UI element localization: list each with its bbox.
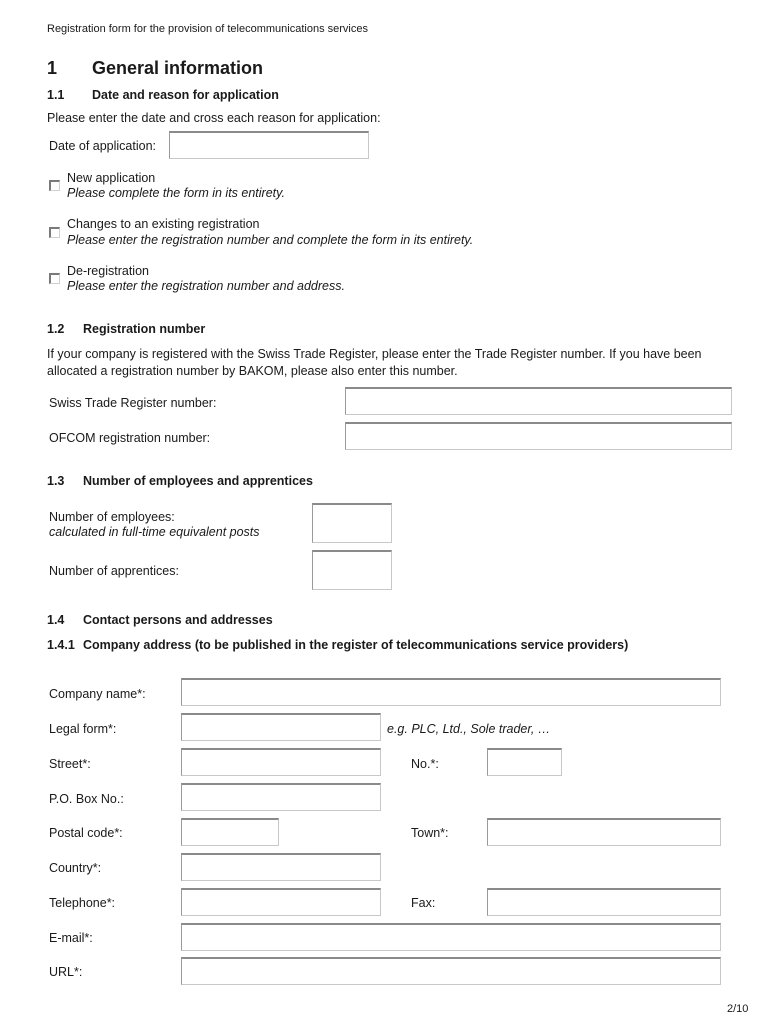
section-1-number: 1 — [47, 58, 58, 78]
company-name-input[interactable] — [181, 678, 721, 706]
town-input[interactable] — [487, 818, 721, 846]
fax-input[interactable] — [487, 888, 721, 916]
section-1-3-title: Number of employees and apprentices — [83, 474, 313, 488]
legal-form-hint: e.g. PLC, Ltd., Sole trader, … — [387, 722, 551, 736]
company-name-label: Company name*: — [49, 687, 146, 701]
apprentices-label: Number of apprentices: — [49, 564, 179, 578]
employees-note: calculated in full-time equivalent posts — [49, 525, 260, 539]
postal-code-label: Postal code*: — [49, 826, 123, 840]
telephone-input[interactable] — [181, 888, 381, 916]
street-input[interactable] — [181, 748, 381, 776]
section-1-1-number: 1.1 — [47, 88, 65, 102]
date-of-application-label: Date of application: — [49, 139, 157, 153]
url-input[interactable] — [181, 957, 721, 985]
postal-code-input[interactable] — [181, 818, 279, 846]
country-label: Country*: — [49, 861, 102, 875]
section-1-title: General information — [92, 58, 264, 78]
section-1-4-title: Contact persons and addresses — [83, 613, 273, 627]
changes-registration-label: Changes to an existing registration — [67, 217, 260, 231]
po-box-input[interactable] — [181, 783, 381, 811]
telephone-label: Telephone*: — [49, 896, 116, 910]
page-number: 2/10 — [727, 1003, 749, 1015]
fax-label: Fax: — [411, 896, 436, 910]
employees-input[interactable] — [312, 503, 392, 543]
section-1-4-number: 1.4 — [47, 613, 65, 627]
section-1-2-number: 1.2 — [47, 322, 65, 336]
new-application-label: New application — [67, 171, 156, 185]
deregistration-note: Please enter the registration number and address. — [67, 279, 345, 293]
trade-register-input[interactable] — [345, 387, 732, 415]
section-1-4-1-title: Company address (to be published in the register of telecommunications service providers) — [83, 638, 629, 652]
trade-register-label: Swiss Trade Register number: — [49, 396, 217, 410]
section-1-4-1-number: 1.4.1 — [47, 638, 75, 652]
po-box-label: P.O. Box No.: — [49, 792, 124, 806]
section-1-3-number: 1.3 — [47, 474, 65, 488]
changes-registration-note: Please enter the registration number and complete the form in its entirety. — [67, 233, 474, 247]
email-label: E-mail*: — [49, 931, 93, 945]
section-1-2-text-line2: allocated a registration number by BAKOM, please also enter this number. — [47, 364, 458, 378]
deregistration-label: De-registration — [67, 264, 149, 278]
street-label: Street*: — [49, 757, 91, 771]
section-1-2-text-line1: If your company is registered with the Swiss Trade Register, please enter the Trade Register number. If you have been — [47, 347, 702, 361]
changes-registration-checkbox[interactable] — [49, 227, 60, 238]
email-input[interactable] — [181, 923, 721, 951]
legal-form-label: Legal form*: — [49, 722, 117, 736]
date-of-application-input[interactable] — [169, 131, 369, 159]
section-1-1-intro: Please enter the date and cross each reason for application: — [47, 111, 381, 125]
country-input[interactable] — [181, 853, 381, 881]
street-number-label: No.*: — [411, 757, 439, 771]
ofcom-label: OFCOM registration number: — [49, 431, 211, 445]
deregistration-checkbox[interactable] — [49, 273, 60, 284]
employees-label: Number of employees: — [49, 510, 175, 524]
new-application-checkbox[interactable] — [49, 180, 60, 191]
url-label: URL*: — [49, 965, 83, 979]
street-number-input[interactable] — [487, 748, 562, 776]
section-1-1-title: Date and reason for application — [92, 88, 279, 102]
legal-form-input[interactable] — [181, 713, 381, 741]
new-application-note: Please complete the form in its entirety. — [67, 186, 285, 200]
apprentices-input[interactable] — [312, 550, 392, 590]
section-1-2-title: Registration number — [83, 322, 206, 336]
ofcom-input[interactable] — [345, 422, 732, 450]
document-header: Registration form for the provision of telecommunications services — [47, 23, 368, 35]
town-label: Town*: — [411, 826, 449, 840]
